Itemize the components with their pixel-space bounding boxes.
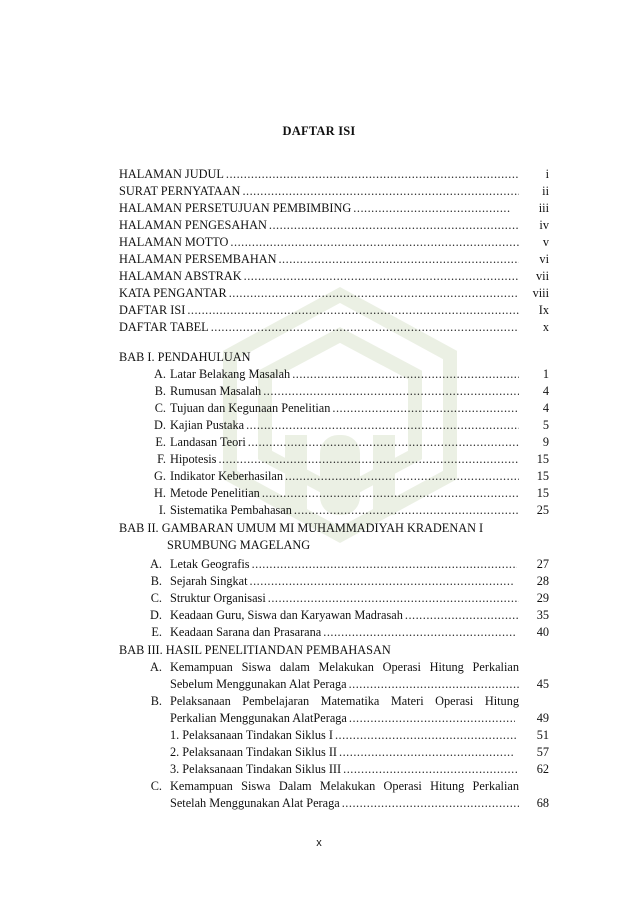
toc-page-number: 62: [536, 762, 549, 776]
toc-page-number: 57: [536, 745, 549, 759]
toc-page-number: vii: [536, 269, 549, 283]
toc-item-letter: F.: [157, 452, 166, 466]
toc-entry-daftar-tabel: DAFTAR TABEL .....: [119, 319, 521, 335]
toc-entry-bab1-h: Metode Penelitian .....: [170, 485, 521, 501]
toc-item-letter: C.: [150, 591, 162, 605]
toc-entry-halaman-persetujuan: HALAMAN PERSETUJUAN PEMBIMBING .....: [119, 200, 513, 216]
toc-page-number: 28: [536, 574, 549, 588]
toc-entry-bab3-b-1: 1. Pelaksanaan Tindakan Siklus I .....: [170, 727, 519, 743]
toc-page-number: 68: [536, 796, 549, 810]
toc-entry-bab1-f: Hipotesis .....: [170, 451, 521, 467]
toc-entry-bab2-c: Struktur Organisasi .....: [170, 590, 521, 606]
toc-page-number: 25: [536, 503, 549, 517]
toc-entry-bab1-g: Indikator Keberhasilan .....: [170, 468, 521, 484]
toc-entry-bab1-c: Tujuan dan Kegunaan Penelitian .....: [170, 400, 521, 416]
toc-item-letter: B.: [154, 384, 166, 398]
toc-item-letter: H.: [154, 486, 166, 500]
toc-entry-bab3-c-line2: Setelah Menggunakan Alat Peraga .....: [170, 795, 521, 811]
toc-page-number: 4: [542, 401, 549, 415]
toc-page-number: 51: [536, 728, 549, 742]
page-footer-number: x: [316, 837, 322, 849]
toc-page-number: 4: [542, 384, 549, 398]
toc-page-number: 15: [536, 452, 549, 466]
toc-entry-bab2-e: Keadaan Sarana dan Prasarana .....: [170, 624, 517, 640]
toc-page-number: 35: [536, 608, 549, 622]
toc-entry-bab3-b-3: 3. Pelaksanaan Tindakan Siklus III .....: [170, 761, 521, 777]
toc-item-letter: I.: [158, 503, 166, 517]
toc-page-number: iii: [538, 201, 549, 215]
toc-page-number: 15: [536, 469, 549, 483]
toc-entry-halaman-abstrak: HALAMAN ABSTRAK .....: [119, 268, 521, 284]
toc-page-number: 27: [536, 557, 549, 571]
toc-entry-bab1-b: Rumusan Masalah .....: [170, 383, 521, 399]
toc-entry-bab3-b-line2: Perkalian Menggunakan AlatPeraga .....: [170, 710, 517, 726]
chapter-heading-bab-3: BAB III. HASIL PENELITIANDAN PEMBAHASAN: [119, 643, 391, 657]
toc-page-number: 1: [542, 367, 549, 381]
toc-entry-bab3-a-line1: Kemampuan Siswa dalam Melakukan Operasi Hitung Perkalian: [170, 660, 519, 674]
page-title: DAFTAR ISI: [282, 124, 356, 138]
toc-page-number: ii: [542, 184, 549, 198]
chapter-heading-bab-1: BAB I. PENDAHULUAN: [119, 350, 251, 364]
toc-entry-halaman-pengesahan: HALAMAN PENGESAHAN .....: [119, 217, 521, 233]
chapter-heading-bab-2-continued: SRUMBUNG MAGELANG: [167, 538, 311, 552]
toc-item-letter: E.: [155, 435, 166, 449]
toc-entry-daftar-isi: DAFTAR ISI .....: [119, 302, 521, 318]
toc-item-letter: C.: [150, 779, 162, 793]
toc-item-letter: D.: [150, 608, 162, 622]
toc-entry-bab2-d: Keadaan Guru, Siswa dan Karyawan Madrasah .....: [170, 607, 521, 623]
toc-page-number: 9: [542, 435, 549, 449]
toc-page-number: 40: [536, 625, 549, 639]
toc-page-number: Ix: [538, 303, 549, 317]
toc-page-number: 49: [536, 711, 549, 725]
toc-entry-halaman-motto: HALAMAN MOTTO .....: [119, 234, 521, 250]
toc-entry-kata-pengantar: KATA PENGANTAR .....: [119, 285, 521, 301]
toc-page-number: v: [542, 235, 549, 249]
toc-entry-halaman-judul: HALAMAN JUDUL .....: [119, 166, 521, 182]
toc-item-letter: G.: [154, 469, 166, 483]
toc-item-letter: B.: [150, 574, 162, 588]
toc-page-number: 5: [542, 418, 549, 432]
toc-item-letter: D.: [154, 418, 166, 432]
toc-entry-bab3-a-line2: Sebelum Menggunakan Alat Peraga .....: [170, 676, 521, 692]
toc-item-letter: E.: [151, 625, 162, 639]
toc-page-number: vi: [539, 252, 549, 266]
toc-entry-bab1-i: Sistematika Pembahasan .....: [170, 502, 521, 518]
toc-entry-halaman-persembahan: HALAMAN PERSEMBAHAN .....: [119, 251, 521, 267]
chapter-heading-bab-2: BAB II. GAMBARAN UMUM MI MUHAMMADIYAH KRADENAN I: [119, 521, 484, 535]
toc-page-number: i: [545, 167, 549, 181]
toc-item-letter: B.: [150, 694, 162, 708]
toc-entry-bab1-d: Kajian Pustaka .....: [170, 417, 521, 433]
toc-entry-bab1-a: Latar Belakang Masalah .....: [170, 366, 521, 382]
toc-entry-bab3-c-line1: Kemampuan Siswa Dalam Melakukan Operasi Hitung Perkalian: [170, 779, 519, 793]
toc-entry-surat-pernyataan: SURAT PERNYATAAN .....: [119, 183, 521, 199]
toc-page-number: viii: [532, 286, 549, 300]
toc-entry-bab2-b: Sejarah Singkat .....: [170, 573, 515, 589]
toc-item-letter: C.: [154, 401, 166, 415]
toc-page-number: 45: [536, 677, 549, 691]
toc-page-number: x: [542, 320, 549, 334]
toc-page-number: 29: [536, 591, 549, 605]
toc-page-number: 15: [536, 486, 549, 500]
toc-page-number: iv: [539, 218, 549, 232]
toc-entry-bab3-b-line1: Pelaksanaan Pembelajaran Matematika Materi Operasi Hitung: [170, 694, 519, 708]
toc-item-letter: A.: [150, 557, 162, 571]
toc-item-letter: A.: [150, 660, 162, 674]
toc-entry-bab2-a: Letak Geografis .....: [170, 556, 519, 572]
toc-entry-bab3-b-2: 2. Pelaksanaan Tindakan Siklus II .....: [170, 744, 515, 760]
toc-entry-bab1-e: Landasan Teori .....: [170, 434, 521, 450]
toc-item-letter: A.: [154, 367, 166, 381]
